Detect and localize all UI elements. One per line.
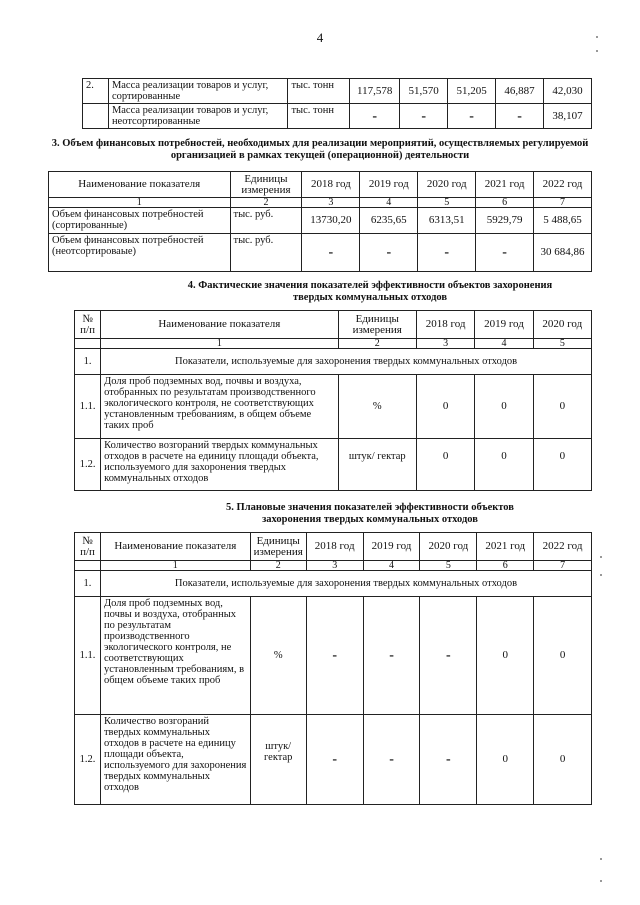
column-index-row xyxy=(75,339,592,349)
value-cell: - xyxy=(350,104,400,129)
column-header-year: 2021 год xyxy=(477,533,534,561)
value-cell: 0 xyxy=(534,715,592,805)
value-cell: 6313,51 xyxy=(418,208,476,234)
column-header-year: 2018 год xyxy=(306,533,363,561)
value-cell: 42,030 xyxy=(544,79,592,104)
column-header-unit: Единицы измерения xyxy=(230,172,302,198)
value-cell: - xyxy=(420,715,477,805)
value-cell: - xyxy=(418,234,476,272)
value-cell: 0 xyxy=(475,439,533,491)
column-index: 5 xyxy=(418,198,476,208)
scan-mark xyxy=(600,556,602,558)
column-header-year: 2022 год xyxy=(534,533,592,561)
value-cell: - xyxy=(306,597,363,715)
group-label: Показатели, используемые для захоронения твердых коммунальных отходов xyxy=(100,571,591,597)
column-index xyxy=(75,339,101,349)
unit: тыс. руб. xyxy=(230,208,302,234)
group-number: 1. xyxy=(75,349,101,375)
section-4-title: 4. Фактические значения показателей эффективности объектов захоронения твердых коммунальных отходов xyxy=(187,280,553,303)
page-number: 4 xyxy=(316,30,324,45)
column-index: 5 xyxy=(420,561,477,571)
table-row xyxy=(75,597,592,715)
unit: тыс. руб. xyxy=(230,234,302,272)
column-header-number: № п/п xyxy=(75,311,101,339)
table-group-row xyxy=(75,571,592,597)
value-cell: 0 xyxy=(533,439,591,491)
value-cell: - xyxy=(306,715,363,805)
indicator-name: Объем финансовых потребностей (неотсортироваые) xyxy=(49,234,231,272)
table-row xyxy=(83,79,592,104)
unit: % xyxy=(338,375,416,439)
value-cell: 0 xyxy=(475,375,533,439)
table-actual-efficiency xyxy=(74,310,592,491)
value-cell: 117,578 xyxy=(350,79,400,104)
column-index: 4 xyxy=(360,198,418,208)
table-header-row xyxy=(75,311,592,339)
value-cell: 51,570 xyxy=(400,79,448,104)
value-cell: - xyxy=(363,597,420,715)
column-index: 6 xyxy=(476,198,534,208)
value-cell: - xyxy=(363,715,420,805)
column-index-row xyxy=(49,198,592,208)
value-cell: 0 xyxy=(477,597,534,715)
column-index: 7 xyxy=(534,561,592,571)
value-cell: - xyxy=(448,104,496,129)
column-index: 2 xyxy=(230,198,302,208)
row-number: 1.2. xyxy=(75,715,101,805)
section-5-title: 5. Плановые значения показателей эффективности объектов захоронения твердых коммунальных отходов xyxy=(226,502,514,525)
indicator-name: Количество возгораний твердых коммунальных отходов в расчете на единицу площади объекта, используемого для захоронения твердых коммунальных отходов xyxy=(101,439,338,491)
column-index: 3 xyxy=(416,339,474,349)
column-index: 2 xyxy=(250,561,306,571)
column-header-year: 2020 год xyxy=(418,172,476,198)
column-index: 3 xyxy=(302,198,360,208)
section-3-title: 3. Объем финансовых потребностей, необходимых для реализации мероприятий, осуществляемых регулируемой организацией в рамках текущей (операционной) деятельности xyxy=(51,138,589,161)
group-label: Показатели, используемые для захоронения твердых коммунальных отходов xyxy=(101,349,592,375)
value-cell: - xyxy=(360,234,418,272)
indicator-name: Объем финансовых потребностей (сортированные) xyxy=(49,208,231,234)
table-row xyxy=(49,234,592,272)
column-header-year: 2018 год xyxy=(416,311,474,339)
column-index: 4 xyxy=(475,339,533,349)
value-cell: 5 488,65 xyxy=(534,208,592,234)
scan-mark xyxy=(600,858,602,860)
column-index-row xyxy=(75,561,592,571)
value-cell: 0 xyxy=(534,597,592,715)
unit: тыс. тонн xyxy=(288,79,350,104)
column-header-year: 2022 год xyxy=(534,172,592,198)
column-header-year: 2021 год xyxy=(476,172,534,198)
value-cell: 0 xyxy=(533,375,591,439)
table-group-row xyxy=(75,349,592,375)
value-cell: 51,205 xyxy=(448,79,496,104)
value-cell: 30 684,86 xyxy=(534,234,592,272)
indicator-name: Масса реализации товаров и услуг, неотсортированные xyxy=(108,104,288,129)
column-header-year: 2019 год xyxy=(475,311,533,339)
row-number: 2. xyxy=(83,79,109,104)
scan-mark xyxy=(596,50,598,52)
column-header-name: Наименование показателя xyxy=(100,533,250,561)
column-header-number: № п/п xyxy=(75,533,101,561)
scan-mark xyxy=(600,880,602,882)
column-index: 6 xyxy=(477,561,534,571)
column-index: 5 xyxy=(533,339,591,349)
row-number: 1.1. xyxy=(75,375,101,439)
table-planned-efficiency xyxy=(74,532,592,805)
table-header-row xyxy=(49,172,592,198)
table-row xyxy=(83,104,592,129)
row-number: 1.2. xyxy=(75,439,101,491)
column-index: 3 xyxy=(306,561,363,571)
value-cell: 0 xyxy=(416,439,474,491)
column-header-unit: Единицы измерения xyxy=(250,533,306,561)
value-cell: 0 xyxy=(416,375,474,439)
unit: штук/ гектар xyxy=(250,715,306,805)
value-cell: 13730,20 xyxy=(302,208,360,234)
column-header-year: 2020 год xyxy=(420,533,477,561)
unit: штук/ гектар xyxy=(338,439,416,491)
column-index: 1 xyxy=(49,198,231,208)
scan-mark xyxy=(600,574,602,576)
value-cell: 6235,65 xyxy=(360,208,418,234)
table-header-row xyxy=(75,533,592,561)
value-cell: 5929,79 xyxy=(476,208,534,234)
table-financial-needs xyxy=(48,171,592,272)
row-number: 1.1. xyxy=(75,597,101,715)
value-cell: - xyxy=(476,234,534,272)
column-index xyxy=(75,561,101,571)
value-cell: 46,887 xyxy=(496,79,544,104)
column-header-name: Наименование показателя xyxy=(101,311,338,339)
value-cell: 38,107 xyxy=(544,104,592,129)
column-header-name: Наименование показателя xyxy=(49,172,231,198)
table-row xyxy=(75,375,592,439)
indicator-name: Масса реализации товаров и услуг, сортированные xyxy=(108,79,288,104)
column-index: 1 xyxy=(101,339,338,349)
value-cell: - xyxy=(496,104,544,129)
indicator-name: Количество возгораний твердых коммунальных отходов в расчете на единицу площади объекта, используемого для захоронения твердых коммунальных отходов xyxy=(100,715,250,805)
indicator-name: Доля проб подземных вод, почвы и воздуха, отобранных по результатам производственного экологического контроля, не соответствующих установленным требованиям, в общем объеме таких проб xyxy=(101,375,338,439)
table-continuation xyxy=(82,78,592,129)
table-row xyxy=(49,208,592,234)
group-number: 1. xyxy=(75,571,101,597)
column-header-year: 2018 год xyxy=(302,172,360,198)
value-cell: - xyxy=(400,104,448,129)
indicator-name: Доля проб подземных вод, почвы и воздуха, отобранных по результатам производственного экологического контроля, не соответствующих установленным требованиям, в общем объеме таких проб xyxy=(100,597,250,715)
column-index: 7 xyxy=(534,198,592,208)
unit: % xyxy=(250,597,306,715)
value-cell: - xyxy=(302,234,360,272)
column-header-year: 2020 год xyxy=(533,311,591,339)
column-header-year: 2019 год xyxy=(363,533,420,561)
table-row xyxy=(75,715,592,805)
value-cell: 0 xyxy=(477,715,534,805)
table-row xyxy=(75,439,592,491)
column-index: 1 xyxy=(100,561,250,571)
column-header-year: 2019 год xyxy=(360,172,418,198)
row-number xyxy=(83,104,109,129)
column-header-unit: Единицы измерения xyxy=(338,311,416,339)
column-index: 4 xyxy=(363,561,420,571)
scan-mark xyxy=(596,36,598,38)
unit: тыс. тонн xyxy=(288,104,350,129)
column-index: 2 xyxy=(338,339,416,349)
value-cell: - xyxy=(420,597,477,715)
